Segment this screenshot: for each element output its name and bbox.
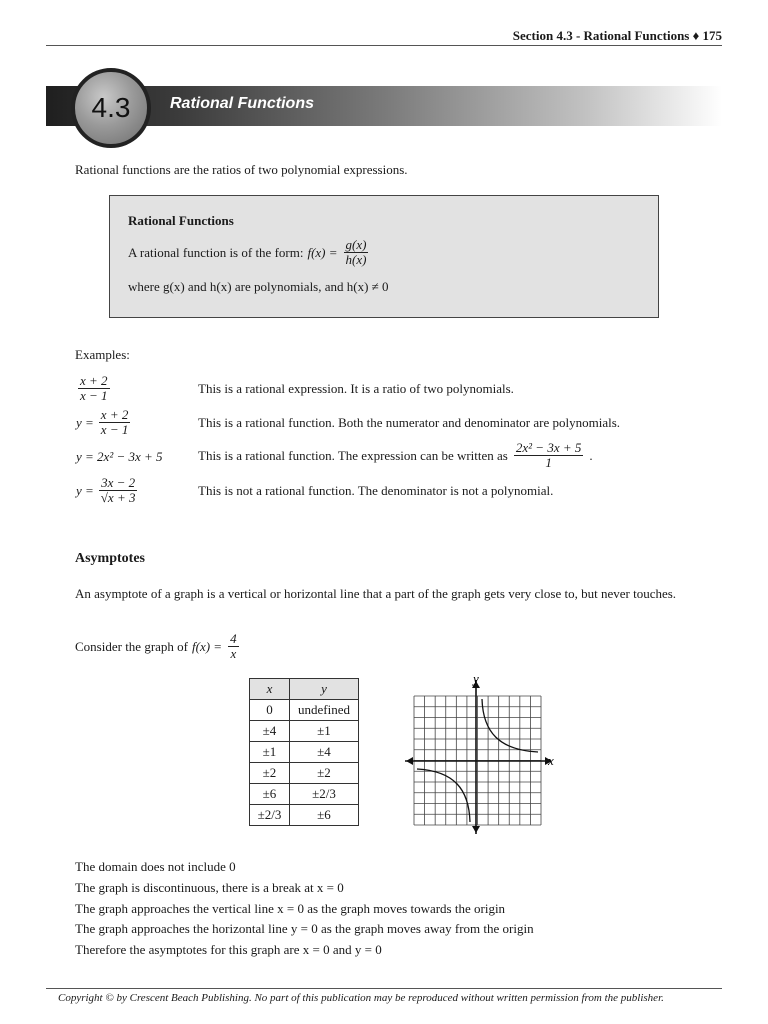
fraction-denominator: x − 1 bbox=[80, 388, 108, 404]
fraction-numerator: g(x) bbox=[345, 237, 367, 252]
example-3-fraction bbox=[514, 441, 583, 471]
conclusion-line: The domain does not include 0 bbox=[75, 859, 236, 874]
x-axis-arrow-left bbox=[406, 757, 413, 765]
example-2-description: This is a rational function. Both the numerator and denominator are polynomials. bbox=[198, 415, 621, 430]
table-cell: ±1 bbox=[250, 742, 290, 763]
table-header-y: y bbox=[290, 679, 359, 700]
conclusion-line: The graph approaches the horizontal line y = 0 as the graph moves away from the origin bbox=[75, 921, 534, 936]
running-head: Section 4.3 - Rational Functions ♦ 175 bbox=[512, 28, 722, 43]
example-3-description-end: . bbox=[589, 447, 593, 463]
table-cell: ±2/3 bbox=[250, 805, 290, 826]
example-3-description: This is a rational function. The expression can be written as bbox=[198, 447, 508, 463]
x-axis-label: x bbox=[548, 753, 554, 768]
example-4-fraction bbox=[99, 476, 138, 506]
section-number-badge bbox=[71, 68, 151, 148]
value-table bbox=[249, 678, 359, 826]
table-cell: ±2/3 bbox=[290, 784, 359, 805]
consider-lhs: f(x) = bbox=[192, 638, 223, 654]
table-cell: undefined bbox=[290, 700, 359, 721]
example-4-expression bbox=[76, 476, 139, 506]
fraction-denominator: h(x) bbox=[345, 252, 367, 268]
table-row bbox=[250, 763, 359, 784]
fraction-denominator: 1 bbox=[545, 455, 552, 471]
table-cell: ±6 bbox=[250, 784, 290, 805]
definition-box bbox=[109, 195, 659, 318]
fraction-numerator: 2x² − 3x + 5 bbox=[515, 440, 582, 455]
fraction-numerator: 3x − 2 bbox=[101, 475, 136, 490]
intro-text: Rational functions are the ratios of two polynomial expressions. bbox=[75, 162, 408, 177]
table-cell: ±2 bbox=[250, 763, 290, 784]
example-1-fraction bbox=[78, 374, 110, 404]
header-rule bbox=[46, 45, 722, 46]
conclusion-line: Therefore the asymptotes for this graph are x = 0 and y = 0 bbox=[75, 942, 382, 957]
fraction-numerator: x + 2 bbox=[80, 373, 108, 388]
fraction-denominator: x − 1 bbox=[100, 422, 129, 438]
example-1-expression bbox=[76, 374, 112, 404]
fraction-denominator: √x + 3 bbox=[100, 490, 136, 506]
y-axis-label: y bbox=[473, 672, 479, 686]
table-row bbox=[250, 805, 359, 826]
hyperbola-graph bbox=[403, 672, 563, 838]
fraction-denominator: x bbox=[230, 646, 237, 662]
table-row bbox=[250, 784, 359, 805]
fraction-numerator: x + 2 bbox=[100, 407, 129, 422]
example-2-expression bbox=[76, 408, 132, 438]
examples-label: Examples: bbox=[75, 347, 130, 362]
asymptote-definition: An asymptote of a graph is a vertical or horizontal line that a part of the graph gets very close to, but never touches. bbox=[75, 586, 677, 601]
table-cell: ±4 bbox=[250, 721, 290, 742]
table-cell: ±6 bbox=[290, 805, 359, 826]
definition-where: where g(x) and h(x) are polynomials, and h(x) ≠ 0 bbox=[128, 279, 389, 294]
copyright-notice: Copyright © by Crescent Beach Publishing. No part of this publication may be reproduced without written permission from the publisher. bbox=[58, 992, 664, 1004]
footer-rule bbox=[46, 988, 722, 989]
table-cell: ±1 bbox=[290, 721, 359, 742]
table-cell: 0 bbox=[250, 700, 290, 721]
example-1-description: This is a rational expression. It is a ratio of two polynomials. bbox=[198, 381, 514, 396]
table-header-x: x bbox=[250, 679, 290, 700]
table-row bbox=[250, 721, 359, 742]
consider-lead: Consider the graph of bbox=[75, 638, 189, 654]
example-4-lhs: y = bbox=[76, 482, 94, 498]
table-cell: ±4 bbox=[290, 742, 359, 763]
fraction-numerator: 4 bbox=[230, 631, 237, 646]
conclusion-line: The graph is discontinuous, there is a break at x = 0 bbox=[75, 880, 344, 895]
example-4-description: This is not a rational function. The denominator is not a polynomial. bbox=[198, 483, 554, 498]
definition-fraction bbox=[344, 238, 369, 268]
example-2-lhs: y = bbox=[76, 414, 94, 430]
definition-form-lead: A rational function is of the form: bbox=[128, 244, 304, 260]
conclusion-line: The graph approaches the vertical line x = 0 as the graph moves towards the origin bbox=[75, 901, 506, 916]
table-row bbox=[250, 742, 359, 763]
definition-form bbox=[128, 238, 370, 268]
definition-form-lhs: f(x) = bbox=[307, 244, 338, 260]
example-3-description-row bbox=[198, 441, 593, 471]
section-number: 4.3 bbox=[91, 92, 131, 123]
example-3-lhs: y = 2x² − 3x + 5 bbox=[76, 449, 163, 464]
table-header-row bbox=[250, 679, 359, 700]
consider-fraction bbox=[228, 632, 239, 662]
definition-title: Rational Functions bbox=[128, 213, 234, 228]
table-cell: ±2 bbox=[290, 763, 359, 784]
section-title: Rational Functions bbox=[170, 95, 314, 112]
example-2-fraction bbox=[99, 408, 131, 438]
consider-line bbox=[75, 632, 241, 662]
example-3-expression bbox=[76, 449, 163, 465]
y-axis-arrow-down bbox=[472, 826, 480, 833]
table-row bbox=[250, 700, 359, 721]
asymptotes-heading: Asymptotes bbox=[75, 551, 145, 566]
